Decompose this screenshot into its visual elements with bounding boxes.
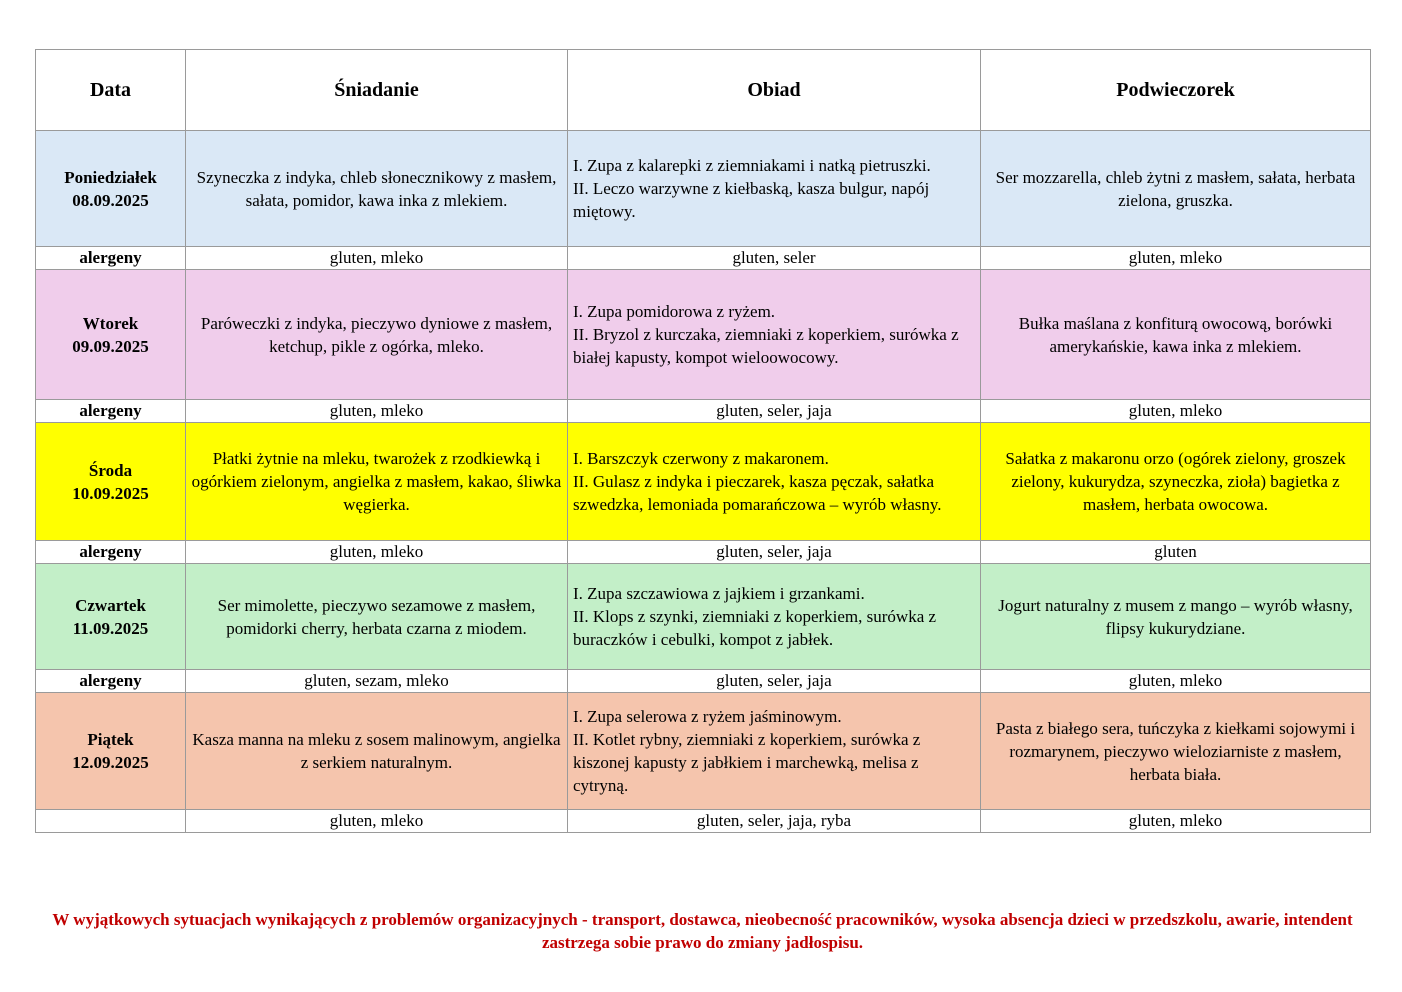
day-cell bbox=[36, 270, 186, 400]
allergen-label: alergeny bbox=[36, 670, 186, 693]
lunch-cell bbox=[568, 131, 981, 247]
menu-table bbox=[35, 49, 1371, 833]
day-row-wednesday bbox=[36, 423, 1371, 541]
lunch-cell bbox=[568, 693, 981, 810]
allergen-lunch: gluten, seler, jaja bbox=[568, 541, 981, 564]
breakfast-cell: Kasza manna na mleku z sosem malinowym, angielka z serkiem naturalnym. bbox=[186, 693, 568, 810]
menu-change-notice: W wyjątkowych sytuacjach wynikających z problemów organizacyjnych - transport, dostawca, nieobecność pracowników, wysoka absencja dzieci w przedszkolu, awarie, intendent zastrzega sobie prawo do zmiany jadłospisu. bbox=[52, 910, 1353, 952]
breakfast-cell: Ser mimolette, pieczywo sezamowe z masłem, pomidorki cherry, herbata czarna z miodem. bbox=[186, 564, 568, 670]
allergen-snack: gluten, mleko bbox=[981, 400, 1371, 423]
header-lunch: Obiad bbox=[568, 50, 981, 131]
allergen-snack: gluten, mleko bbox=[981, 670, 1371, 693]
day-name: Środa bbox=[88, 460, 133, 480]
allergen-breakfast: gluten, mleko bbox=[186, 541, 568, 564]
day-date: 11.09.2025 bbox=[72, 618, 149, 638]
allergen-snack: gluten, mleko bbox=[981, 247, 1371, 270]
allergen-row-friday bbox=[36, 810, 1371, 833]
allergen-row-wednesday bbox=[36, 541, 1371, 564]
snack-cell: Jogurt naturalny z musem z mango – wyrób własny, flipsy kukurydziane. bbox=[981, 564, 1371, 670]
lunch-soup: I. Zupa pomidorowa z ryżem. bbox=[573, 302, 776, 321]
lunch-main: II. Leczo warzywne z kiełbaską, kasza bulgur, napój miętowy. bbox=[573, 179, 930, 221]
allergen-row-thursday bbox=[36, 670, 1371, 693]
day-name: Poniedziałek bbox=[64, 167, 157, 187]
allergen-breakfast: gluten, mleko bbox=[186, 247, 568, 270]
day-cell bbox=[36, 131, 186, 247]
allergen-breakfast: gluten, mleko bbox=[186, 810, 568, 833]
allergen-breakfast: gluten, sezam, mleko bbox=[186, 670, 568, 693]
allergen-lunch: gluten, seler, jaja bbox=[568, 670, 981, 693]
allergen-row-monday bbox=[36, 247, 1371, 270]
allergen-label: alergeny bbox=[36, 247, 186, 270]
allergen-breakfast: gluten, mleko bbox=[186, 400, 568, 423]
allergen-lunch: gluten, seler bbox=[568, 247, 981, 270]
day-row-monday bbox=[36, 131, 1371, 247]
breakfast-cell: Szyneczka z indyka, chleb słonecznikowy z masłem, sałata, pomidor, kawa inka z mlekiem. bbox=[186, 131, 568, 247]
allergen-lunch: gluten, seler, jaja bbox=[568, 400, 981, 423]
snack-cell: Ser mozzarella, chleb żytni z masłem, sałata, herbata zielona, gruszka. bbox=[981, 131, 1371, 247]
snack-cell: Sałatka z makaronu orzo (ogórek zielony, groszek zielony, kukurydza, szyneczka, zioła) bagietka z masłem, herbata owocowa. bbox=[981, 423, 1371, 541]
snack-cell: Bułka maślana z konfiturą owocową, borówki amerykańskie, kawa inka z mlekiem. bbox=[981, 270, 1371, 400]
lunch-soup: I. Zupa szczawiowa z jajkiem i grzankami. bbox=[573, 584, 865, 603]
breakfast-cell: Paróweczki z indyka, pieczywo dyniowe z masłem, ketchup, pikle z ogórka, mleko. bbox=[186, 270, 568, 400]
lunch-main: II. Bryzol z kurczaka, ziemniaki z koperkiem, surówka z białej kapusty, kompot wieloowocowy. bbox=[573, 325, 959, 367]
day-row-thursday bbox=[36, 564, 1371, 670]
allergen-snack: gluten, mleko bbox=[981, 810, 1371, 833]
breakfast-cell: Płatki żytnie na mleku, twarożek z rzodkiewką i ogórkiem zielonym, angielka z masłem, kakao, śliwka węgierka. bbox=[186, 423, 568, 541]
day-row-friday bbox=[36, 693, 1371, 810]
allergen-snack: gluten bbox=[981, 541, 1371, 564]
day-cell bbox=[36, 564, 186, 670]
header-row bbox=[36, 50, 1371, 131]
lunch-cell bbox=[568, 270, 981, 400]
day-row-tuesday bbox=[36, 270, 1371, 400]
allergen-label: alergeny bbox=[36, 400, 186, 423]
allergen-label-empty bbox=[36, 810, 186, 833]
header-date: Data bbox=[36, 50, 186, 131]
day-cell bbox=[36, 423, 186, 541]
day-date: 09.09.2025 bbox=[72, 336, 149, 356]
lunch-main: II. Klops z szynki, ziemniaki z koperkiem, surówka z buraczków i cebulki, kompot z jabłek. bbox=[573, 607, 937, 649]
lunch-cell bbox=[568, 564, 981, 670]
lunch-cell bbox=[568, 423, 981, 541]
day-name: Czwartek bbox=[75, 595, 146, 615]
allergen-label: alergeny bbox=[36, 541, 186, 564]
header-snack: Podwieczorek bbox=[981, 50, 1371, 131]
day-date: 12.09.2025 bbox=[72, 753, 149, 772]
lunch-main: II. Gulasz z indyka i pieczarek, kasza pęczak, sałatka szwedzka, lemoniada pomarańczowa – wyrób własny. bbox=[573, 472, 942, 514]
snack-cell: Pasta z białego sera, tuńczyka z kiełkami sojowymi i rozmarynem, pieczywo wieloziarniste z masłem, herbata biała. bbox=[981, 693, 1371, 810]
day-date: 10.09.2025 bbox=[72, 483, 149, 503]
lunch-soup: I. Zupa z kalarepki z ziemniakami i natką pietruszki. bbox=[573, 156, 931, 175]
allergen-row-tuesday bbox=[36, 400, 1371, 423]
lunch-soup: I. Zupa selerowa z ryżem jaśminowym. bbox=[573, 707, 842, 726]
lunch-main: II. Kotlet rybny, ziemniaki z koperkiem, surówka z kiszonej kapusty z jabłkiem i marchewką, melisa z cytryną. bbox=[573, 730, 921, 795]
day-cell bbox=[36, 693, 186, 810]
lunch-soup: I. Barszczyk czerwony z makaronem. bbox=[573, 449, 829, 468]
day-date: 08.09.2025 bbox=[72, 190, 149, 210]
day-name: Wtorek bbox=[82, 313, 139, 333]
day-name: Piątek bbox=[87, 730, 134, 749]
allergen-lunch: gluten, seler, jaja, ryba bbox=[568, 810, 981, 833]
header-breakfast: Śniadanie bbox=[186, 50, 568, 131]
